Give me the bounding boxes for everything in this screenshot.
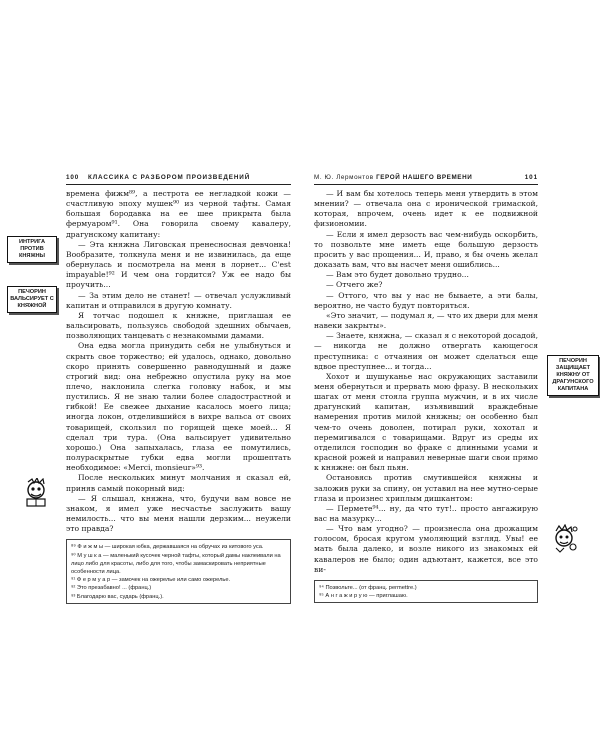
footnote: ⁹¹ Ф е р м у а р — замочек на ожерелье или само ожерелье. <box>71 577 231 584</box>
left-footnotes <box>66 539 291 603</box>
book-title: ГЕРОЙ НАШЕГО ВРЕМЕНИ <box>376 174 473 181</box>
left-page-number: 100 <box>66 174 80 181</box>
right-page-number: 101 <box>524 174 538 181</box>
left-page-body <box>66 189 291 534</box>
paragraph: — Отчего же? <box>326 280 383 290</box>
paragraph: — Пермете⁹⁴... ну, да что тут!.. просто ангажирую вас на мазурку... <box>314 503 538 523</box>
right-running-title <box>314 172 472 184</box>
paragraph: — И вам бы хотелось теперь меня утвердить в этом мнении? — отвечала она с иронической гримаской, которая, впрочем, очень идет к ее подвижной физиономии. <box>314 189 538 229</box>
paragraph: времена фижм⁸⁹, а пестрота ее негладкой кожи — счастливую эпоху мушек⁹⁰ из черной тафты. Самая большая бородавка на ее шее прикрыта была фермуаром⁹¹. Она говорила своему кавалеру, драгунскому капитану: <box>66 189 291 239</box>
paragraph: — Знаете, княжна, — сказал я с некоторой досадой, — никогда не должно отвергать кающегося преступника: с отчаяния он может сделаться еще вдвое преступнее... и тогда... <box>314 331 538 371</box>
author-name: М. Ю. Лермонтов <box>314 174 374 181</box>
paragraph: — Если я имел дерзость вас чем-нибудь оскорбить, то позвольте мне иметь еще большую дерзость просить у вас прощения... И, право, я бы очень желал доказать вам, что вы насчет меня ошиблись... <box>314 229 538 270</box>
thinking-character-icon <box>551 524 579 554</box>
right-footnotes <box>314 580 538 603</box>
paragraph: — Вам это будет довольно трудно... <box>326 270 469 280</box>
paragraph: Остановясь против смутившейся княжны и заложив руки за спину, он уставил на нее мутно-серые глаза и произнес хриплым дишкантом: <box>314 473 538 503</box>
reading-character-icon <box>22 478 50 508</box>
right-page-body <box>314 189 538 575</box>
paragraph: Я тотчас подошел к княжне, приглашая ее вальсировать, пользуясь свободой здешних обычаев, позволяющих танцевать с незнакомыми дамами. <box>66 310 291 341</box>
side-note-waltz: ПЕЧОРИН ВАЛЬСИРУЕТ С КНЯЖНОЙ <box>7 286 57 313</box>
footnote: ⁹⁵ А н г а ж и р у ю — приглашаю. <box>319 593 408 600</box>
paragraph: — Что вам угодно? — произнесла она дрожащим голосом, бросая кругом умоляющий взгляд. Увы! ее мать была далеко, и возле никого из знакомых ей кавалеров не было; один адъютант, кажется, все это ви- <box>314 524 538 574</box>
side-note-defends: ПЕЧОРИН ЗАЩИЩАЕТ КНЯЖНУ ОТ ДРАГУНСКОГО КАПИТАНА <box>547 355 599 396</box>
right-page-header <box>314 172 538 185</box>
left-page-header <box>66 172 291 185</box>
paragraph: Она едва могла принудить себя не улыбнуться и скрыть свое торжество; ей удалось, однако, довольно скоро принять совершенно равнодушный и даже строгий вид: она небрежно опустила руку на мое плечо, наклонила слегка головку набок, и мы пустились. Я не знаю талии более сладострастной и гибкой! Ее свежее дыхание касалось моего лица; иногда локон, отделившийся в вихре вальса от своих товарищей, скользил по горящей щеке моей... Я сделал три тура. (Она вальсирует удивительно хорошо.) Она запыхалась, глаза ее помутились, полураскрытые губки едва могли прошептать необходимое: «Merci, monsieur»⁹³. <box>66 341 291 473</box>
paragraph: «Это значит, — подумал я, — что их двери для меня навеки закрыты». <box>314 310 538 331</box>
paragraph: — Эта княжна Лиговская пренесносная девчонка! Вообразите, толкнула меня и не извинилась, да еще обернулась и посмотрела на меня в лорнет... C'est impayable!⁹² И чем она гордится? Уж ее надо бы проучить... <box>66 239 291 290</box>
paragraph: — Я слышал, княжна, что, будучи вам вовсе не знаком, я имел уже несчастье заслужить вашу немилость... что вы меня нашли дерзким... неужели это правда? <box>66 493 291 534</box>
paragraph: — Оттого, что вы у нас не бываете, а эти балы, вероятно, не часто будут повторяться. <box>314 290 538 310</box>
footnote: ⁹² Это презабавно! ... (франц.) <box>71 585 152 592</box>
footnote: ⁹⁴ Позвольте... (от франц. permettre.) <box>319 584 417 591</box>
paragraph: Хохот и шушуканье нас окружающих заставили меня обернуться и прервать мою фразу. В нескольких шагах от меня стояла группа мужчин, и в их числе драгунский капитан, изъявивший враждебные намерения против милой княжны; он особенно был чем-то очень доволен, потирал руки, хохотал и перемигивался с товарищами. Вдруг из среды их отделился господин во фраке с длинными усами и красной рожей и направил неверные шаги свои прямо к княжне: он был пьян. <box>314 371 538 473</box>
side-note-intrigue: ИНТРИГА ПРОТИВ КНЯЖНЫ <box>7 236 57 263</box>
left-running-title: КЛАССИКА С РАЗБОРОМ ПРОИЗВЕДЕНИЙ <box>88 174 251 181</box>
left-page <box>66 172 291 604</box>
footnote: ⁸⁹ Ф и ж м ы — широкая юбка, державшаяся на обручах из китового уса. <box>71 544 264 551</box>
footnote: ⁹⁰ М у ш к а — маленький кусочек черной тафты, который дамы наклеивали на лицо либо для красоты, либо для того, чтобы замаскировать неприятные особенности лица. <box>71 552 281 575</box>
footnote: ⁹³ Благодарю вас, сударь (франц.). <box>71 593 164 600</box>
paragraph: — За этим дело не станет! — отвечал услужливый капитан и отправился в другую комнату. <box>66 290 291 310</box>
right-page <box>314 172 538 603</box>
paragraph: После нескольких минут молчания я сказал ей, приняв самый покорный вид: <box>66 473 291 493</box>
